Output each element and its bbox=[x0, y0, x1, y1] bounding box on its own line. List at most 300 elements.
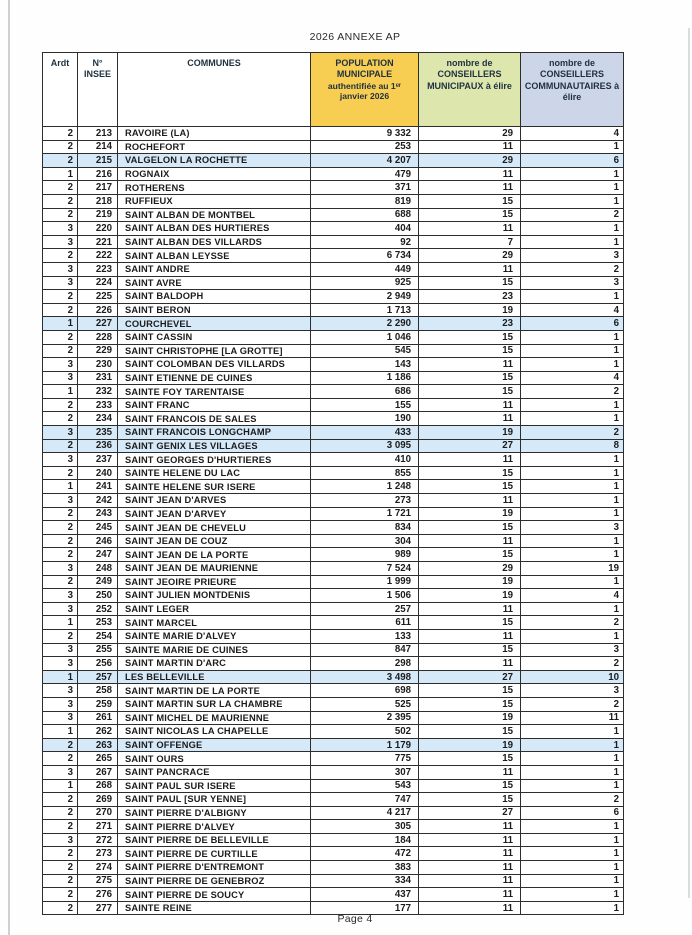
cell-commune: SAINT MICHEL DE MAURIENNE bbox=[118, 711, 311, 725]
cell-ardt: 2 bbox=[43, 398, 78, 412]
cell-conseillers-communautaires: 1 bbox=[521, 602, 624, 616]
communes-table bbox=[42, 52, 624, 915]
cell-ardt: 2 bbox=[43, 901, 78, 915]
cell-conseillers-municipaux: 29 bbox=[419, 127, 521, 141]
cell-conseillers-municipaux: 15 bbox=[419, 793, 521, 807]
cell-conseillers-municipaux: 19 bbox=[419, 738, 521, 752]
table-row bbox=[43, 140, 624, 154]
cell-population: 747 bbox=[311, 793, 419, 807]
cell-commune: SAINT JULIEN MONTDENIS bbox=[118, 589, 311, 603]
cell-commune: RAVOIRE (LA) bbox=[118, 127, 311, 141]
cell-ardt: 3 bbox=[43, 643, 78, 657]
cell-conseillers-municipaux: 15 bbox=[419, 725, 521, 739]
cell-insee: 277 bbox=[78, 901, 118, 915]
table-header bbox=[43, 53, 624, 127]
table-row bbox=[43, 765, 624, 779]
cell-population: 9 332 bbox=[311, 127, 419, 141]
cell-commune: SAINT PIERRE DE SOUCY bbox=[118, 888, 311, 902]
cell-conseillers-communautaires: 1 bbox=[521, 358, 624, 372]
cell-population: 819 bbox=[311, 194, 419, 208]
cell-ardt: 3 bbox=[43, 222, 78, 236]
cell-conseillers-communautaires: 1 bbox=[521, 140, 624, 154]
cell-commune: SAINT PANCRACE bbox=[118, 765, 311, 779]
header-insee: N° INSEE bbox=[78, 53, 118, 127]
table-row bbox=[43, 697, 624, 711]
cell-conseillers-municipaux: 19 bbox=[419, 507, 521, 521]
cell-commune: SAINT BERON bbox=[118, 303, 311, 317]
cell-conseillers-communautaires: 11 bbox=[521, 711, 624, 725]
cell-conseillers-communautaires: 1 bbox=[521, 874, 624, 888]
cell-population: 1 721 bbox=[311, 507, 419, 521]
table-row bbox=[43, 290, 624, 304]
cell-conseillers-municipaux: 11 bbox=[419, 398, 521, 412]
cell-insee: 272 bbox=[78, 833, 118, 847]
cell-insee: 219 bbox=[78, 208, 118, 222]
cell-population: 253 bbox=[311, 140, 419, 154]
cell-insee: 268 bbox=[78, 779, 118, 793]
table-row bbox=[43, 222, 624, 236]
cell-conseillers-municipaux: 19 bbox=[419, 426, 521, 440]
cell-insee: 242 bbox=[78, 494, 118, 508]
cell-ardt: 3 bbox=[43, 833, 78, 847]
cell-insee: 214 bbox=[78, 140, 118, 154]
cell-conseillers-communautaires: 19 bbox=[521, 562, 624, 576]
cell-ardt: 2 bbox=[43, 194, 78, 208]
cell-insee: 275 bbox=[78, 874, 118, 888]
cell-insee: 221 bbox=[78, 235, 118, 249]
cell-commune: SAINT MARTIN D'ARC bbox=[118, 657, 311, 671]
table-row bbox=[43, 127, 624, 141]
cell-conseillers-communautaires: 6 bbox=[521, 154, 624, 168]
cell-conseillers-communautaires: 1 bbox=[521, 738, 624, 752]
cell-commune: SAINTE REINE bbox=[118, 901, 311, 915]
cell-ardt: 3 bbox=[43, 765, 78, 779]
cell-conseillers-communautaires: 1 bbox=[521, 330, 624, 344]
cell-commune: SAINT FRANCOIS DE SALES bbox=[118, 412, 311, 426]
cell-conseillers-municipaux: 27 bbox=[419, 670, 521, 684]
cell-insee: 263 bbox=[78, 738, 118, 752]
cell-ardt: 3 bbox=[43, 371, 78, 385]
cell-conseillers-municipaux: 19 bbox=[419, 303, 521, 317]
table-row bbox=[43, 684, 624, 698]
cell-conseillers-municipaux: 15 bbox=[419, 616, 521, 630]
cell-commune: SAINT BALDOPH bbox=[118, 290, 311, 304]
table-row bbox=[43, 711, 624, 725]
cell-ardt: 3 bbox=[43, 562, 78, 576]
cell-ardt: 3 bbox=[43, 589, 78, 603]
page-footer: Page 4 bbox=[337, 913, 373, 925]
cell-conseillers-communautaires: 1 bbox=[521, 548, 624, 562]
cell-ardt: 2 bbox=[43, 412, 78, 426]
cell-commune: SAINT JEAN DE COUZ bbox=[118, 534, 311, 548]
cell-conseillers-municipaux: 15 bbox=[419, 385, 521, 399]
cell-conseillers-municipaux: 7 bbox=[419, 235, 521, 249]
table-body bbox=[43, 127, 624, 915]
table-row bbox=[43, 738, 624, 752]
cell-insee: 222 bbox=[78, 249, 118, 263]
cell-insee: 265 bbox=[78, 752, 118, 766]
cell-population: 2 949 bbox=[311, 290, 419, 304]
cell-insee: 229 bbox=[78, 344, 118, 358]
cell-commune: SAINT FRANCOIS LONGCHAMP bbox=[118, 426, 311, 440]
cell-commune: SAINTE HELENE SUR ISERE bbox=[118, 480, 311, 494]
cell-insee: 230 bbox=[78, 358, 118, 372]
cell-ardt: 2 bbox=[43, 548, 78, 562]
cell-commune: SAINT AVRE bbox=[118, 276, 311, 290]
cell-ardt: 1 bbox=[43, 385, 78, 399]
table-row bbox=[43, 208, 624, 222]
cell-population: 545 bbox=[311, 344, 419, 358]
cell-conseillers-municipaux: 27 bbox=[419, 439, 521, 453]
cell-ardt: 3 bbox=[43, 276, 78, 290]
header-conseillers-communautaires: nombre de CONSEILLERS COMMUNAUTAIRES à élire bbox=[521, 53, 624, 127]
cell-ardt: 3 bbox=[43, 602, 78, 616]
cell-conseillers-municipaux: 29 bbox=[419, 154, 521, 168]
cell-ardt: 1 bbox=[43, 670, 78, 684]
cell-insee: 227 bbox=[78, 317, 118, 331]
cell-conseillers-municipaux: 15 bbox=[419, 521, 521, 535]
cell-population: 184 bbox=[311, 833, 419, 847]
cell-population: 433 bbox=[311, 426, 419, 440]
cell-ardt: 2 bbox=[43, 208, 78, 222]
cell-conseillers-communautaires: 2 bbox=[521, 385, 624, 399]
table-row bbox=[43, 181, 624, 195]
cell-commune: SAINT MARTIN DE LA PORTE bbox=[118, 684, 311, 698]
cell-insee: 217 bbox=[78, 181, 118, 195]
cell-conseillers-municipaux: 15 bbox=[419, 276, 521, 290]
cell-conseillers-communautaires: 2 bbox=[521, 697, 624, 711]
cell-conseillers-municipaux: 23 bbox=[419, 290, 521, 304]
cell-insee: 249 bbox=[78, 575, 118, 589]
cell-ardt: 2 bbox=[43, 439, 78, 453]
cell-conseillers-municipaux: 15 bbox=[419, 684, 521, 698]
cell-commune: SAINT ANDRE bbox=[118, 262, 311, 276]
cell-conseillers-municipaux: 19 bbox=[419, 589, 521, 603]
cell-conseillers-communautaires: 1 bbox=[521, 888, 624, 902]
cell-commune: SAINT JEAN D'ARVEY bbox=[118, 507, 311, 521]
cell-ardt: 2 bbox=[43, 507, 78, 521]
cell-conseillers-municipaux: 27 bbox=[419, 806, 521, 820]
cell-conseillers-municipaux: 11 bbox=[419, 262, 521, 276]
cell-ardt: 3 bbox=[43, 262, 78, 276]
cell-population: 177 bbox=[311, 901, 419, 915]
table-row bbox=[43, 330, 624, 344]
table-row bbox=[43, 344, 624, 358]
cell-insee: 245 bbox=[78, 521, 118, 535]
cell-insee: 226 bbox=[78, 303, 118, 317]
cell-population: 410 bbox=[311, 453, 419, 467]
cell-commune: SAINT ETIENNE DE CUINES bbox=[118, 371, 311, 385]
table-row bbox=[43, 793, 624, 807]
table-row bbox=[43, 616, 624, 630]
cell-ardt: 1 bbox=[43, 616, 78, 630]
cell-population: 273 bbox=[311, 494, 419, 508]
table-row bbox=[43, 589, 624, 603]
cell-commune: SAINT JEAN DE CHEVELU bbox=[118, 521, 311, 535]
cell-conseillers-communautaires: 1 bbox=[521, 480, 624, 494]
cell-ardt: 3 bbox=[43, 697, 78, 711]
cell-ardt: 2 bbox=[43, 629, 78, 643]
cell-conseillers-communautaires: 1 bbox=[521, 534, 624, 548]
cell-population: 298 bbox=[311, 657, 419, 671]
cell-population: 1 046 bbox=[311, 330, 419, 344]
cell-conseillers-communautaires: 1 bbox=[521, 466, 624, 480]
cell-population: 847 bbox=[311, 643, 419, 657]
cell-conseillers-municipaux: 11 bbox=[419, 861, 521, 875]
cell-commune: SAINT COLOMBAN DES VILLARDS bbox=[118, 358, 311, 372]
cell-conseillers-communautaires: 2 bbox=[521, 793, 624, 807]
cell-population: 479 bbox=[311, 167, 419, 181]
table-row bbox=[43, 317, 624, 331]
cell-conseillers-municipaux: 15 bbox=[419, 466, 521, 480]
cell-conseillers-communautaires: 4 bbox=[521, 371, 624, 385]
cell-population: 437 bbox=[311, 888, 419, 902]
cell-commune: ROTHERENS bbox=[118, 181, 311, 195]
cell-conseillers-municipaux: 11 bbox=[419, 412, 521, 426]
cell-population: 2 290 bbox=[311, 317, 419, 331]
cell-population: 4 207 bbox=[311, 154, 419, 168]
cell-conseillers-municipaux: 11 bbox=[419, 833, 521, 847]
cell-conseillers-communautaires: 1 bbox=[521, 847, 624, 861]
cell-population: 688 bbox=[311, 208, 419, 222]
cell-conseillers-communautaires: 1 bbox=[521, 167, 624, 181]
table-row bbox=[43, 521, 624, 535]
cell-commune: SAINT ALBAN DE MONTBEL bbox=[118, 208, 311, 222]
cell-conseillers-communautaires: 1 bbox=[521, 833, 624, 847]
cell-insee: 256 bbox=[78, 657, 118, 671]
cell-conseillers-communautaires: 3 bbox=[521, 521, 624, 535]
cell-conseillers-municipaux: 11 bbox=[419, 820, 521, 834]
cell-population: 371 bbox=[311, 181, 419, 195]
cell-population: 3 498 bbox=[311, 670, 419, 684]
table-row bbox=[43, 453, 624, 467]
cell-commune: SAINT OFFENGE bbox=[118, 738, 311, 752]
cell-commune: SAINT PIERRE D'ALBIGNY bbox=[118, 806, 311, 820]
cell-commune: SAINTE MARIE D'ALVEY bbox=[118, 629, 311, 643]
cell-ardt: 1 bbox=[43, 167, 78, 181]
cell-ardt: 1 bbox=[43, 779, 78, 793]
cell-insee: 225 bbox=[78, 290, 118, 304]
cell-population: 133 bbox=[311, 629, 419, 643]
cell-conseillers-municipaux: 15 bbox=[419, 344, 521, 358]
table-row bbox=[43, 779, 624, 793]
cell-commune: SAINT ALBAN LEYSSE bbox=[118, 249, 311, 263]
cell-ardt: 3 bbox=[43, 711, 78, 725]
cell-conseillers-municipaux: 11 bbox=[419, 657, 521, 671]
table-row bbox=[43, 194, 624, 208]
table-row bbox=[43, 752, 624, 766]
table-row bbox=[43, 412, 624, 426]
cell-conseillers-municipaux: 19 bbox=[419, 575, 521, 589]
cell-population: 1 248 bbox=[311, 480, 419, 494]
scan-edge-line-left bbox=[8, 0, 10, 935]
cell-commune: SAINT PIERRE D'ENTREMONT bbox=[118, 861, 311, 875]
cell-commune: RUFFIEUX bbox=[118, 194, 311, 208]
cell-insee: 236 bbox=[78, 439, 118, 453]
cell-commune: COURCHEVEL bbox=[118, 317, 311, 331]
cell-conseillers-municipaux: 15 bbox=[419, 548, 521, 562]
cell-population: 6 734 bbox=[311, 249, 419, 263]
cell-commune: SAINT CHRISTOPHE [LA GROTTE] bbox=[118, 344, 311, 358]
cell-insee: 215 bbox=[78, 154, 118, 168]
cell-conseillers-communautaires: 1 bbox=[521, 398, 624, 412]
cell-commune: SAINT PAUL [SUR YENNE] bbox=[118, 793, 311, 807]
cell-ardt: 1 bbox=[43, 725, 78, 739]
cell-population: 257 bbox=[311, 602, 419, 616]
cell-population: 686 bbox=[311, 385, 419, 399]
table-row bbox=[43, 562, 624, 576]
cell-commune: SAINTE HELENE DU LAC bbox=[118, 466, 311, 480]
table-row bbox=[43, 874, 624, 888]
cell-conseillers-municipaux: 15 bbox=[419, 480, 521, 494]
cell-insee: 223 bbox=[78, 262, 118, 276]
table-row bbox=[43, 358, 624, 372]
table-row bbox=[43, 235, 624, 249]
cell-commune: SAINT NICOLAS LA CHAPELLE bbox=[118, 725, 311, 739]
table-row bbox=[43, 806, 624, 820]
cell-conseillers-communautaires: 1 bbox=[521, 861, 624, 875]
cell-insee: 241 bbox=[78, 480, 118, 494]
cell-conseillers-communautaires: 4 bbox=[521, 303, 624, 317]
cell-commune: SAINT PAUL SUR ISERE bbox=[118, 779, 311, 793]
cell-conseillers-communautaires: 2 bbox=[521, 208, 624, 222]
cell-ardt: 3 bbox=[43, 426, 78, 440]
cell-conseillers-municipaux: 11 bbox=[419, 602, 521, 616]
cell-insee: 228 bbox=[78, 330, 118, 344]
table-row bbox=[43, 657, 624, 671]
cell-population: 307 bbox=[311, 765, 419, 779]
table-row bbox=[43, 262, 624, 276]
cell-conseillers-communautaires: 4 bbox=[521, 127, 624, 141]
cell-population: 143 bbox=[311, 358, 419, 372]
cell-insee: 254 bbox=[78, 629, 118, 643]
table-row bbox=[43, 154, 624, 168]
cell-ardt: 2 bbox=[43, 738, 78, 752]
table-row bbox=[43, 602, 624, 616]
cell-conseillers-municipaux: 11 bbox=[419, 765, 521, 779]
cell-conseillers-municipaux: 15 bbox=[419, 643, 521, 657]
cell-ardt: 3 bbox=[43, 358, 78, 372]
cell-conseillers-communautaires: 1 bbox=[521, 752, 624, 766]
header-population bbox=[311, 53, 419, 127]
cell-insee: 233 bbox=[78, 398, 118, 412]
cell-commune: SAINT CASSIN bbox=[118, 330, 311, 344]
cell-conseillers-communautaires: 2 bbox=[521, 657, 624, 671]
cell-commune: SAINT ALBAN DES HURTIERES bbox=[118, 222, 311, 236]
cell-conseillers-municipaux: 15 bbox=[419, 194, 521, 208]
cell-conseillers-communautaires: 6 bbox=[521, 317, 624, 331]
cell-conseillers-municipaux: 15 bbox=[419, 208, 521, 222]
cell-ardt: 2 bbox=[43, 861, 78, 875]
cell-conseillers-communautaires: 6 bbox=[521, 806, 624, 820]
cell-ardt: 2 bbox=[43, 303, 78, 317]
cell-population: 989 bbox=[311, 548, 419, 562]
cell-commune: SAINTE MARIE DE CUINES bbox=[118, 643, 311, 657]
cell-ardt: 2 bbox=[43, 793, 78, 807]
cell-conseillers-municipaux: 29 bbox=[419, 249, 521, 263]
cell-conseillers-municipaux: 11 bbox=[419, 222, 521, 236]
cell-commune: SAINT PIERRE DE CURTILLE bbox=[118, 847, 311, 861]
cell-commune: SAINT OURS bbox=[118, 752, 311, 766]
cell-insee: 262 bbox=[78, 725, 118, 739]
cell-insee: 250 bbox=[78, 589, 118, 603]
cell-insee: 240 bbox=[78, 466, 118, 480]
cell-conseillers-communautaires: 3 bbox=[521, 249, 624, 263]
cell-conseillers-communautaires: 1 bbox=[521, 344, 624, 358]
cell-commune: SAINT MARTIN SUR LA CHAMBRE bbox=[118, 697, 311, 711]
cell-ardt: 3 bbox=[43, 657, 78, 671]
cell-conseillers-municipaux: 11 bbox=[419, 888, 521, 902]
cell-insee: 259 bbox=[78, 697, 118, 711]
cell-insee: 234 bbox=[78, 412, 118, 426]
table-row bbox=[43, 439, 624, 453]
cell-conseillers-communautaires: 1 bbox=[521, 194, 624, 208]
table-row bbox=[43, 629, 624, 643]
cell-population: 4 217 bbox=[311, 806, 419, 820]
cell-ardt: 2 bbox=[43, 752, 78, 766]
cell-commune: SAINT JEOIRE PRIEURE bbox=[118, 575, 311, 589]
table-row bbox=[43, 507, 624, 521]
cell-conseillers-communautaires: 3 bbox=[521, 684, 624, 698]
page-title: 2026 ANNEXE AP bbox=[309, 31, 401, 43]
cell-ardt: 2 bbox=[43, 140, 78, 154]
header-conseillers-municipaux: nombre de CONSEILLERS MUNICIPAUX à élire bbox=[419, 53, 521, 127]
cell-insee: 252 bbox=[78, 602, 118, 616]
table-row bbox=[43, 398, 624, 412]
cell-population: 775 bbox=[311, 752, 419, 766]
table-row bbox=[43, 847, 624, 861]
cell-population: 525 bbox=[311, 697, 419, 711]
cell-conseillers-communautaires: 1 bbox=[521, 725, 624, 739]
cell-insee: 231 bbox=[78, 371, 118, 385]
cell-population: 925 bbox=[311, 276, 419, 290]
cell-ardt: 1 bbox=[43, 317, 78, 331]
cell-commune: SAINT ALBAN DES VILLARDS bbox=[118, 235, 311, 249]
cell-ardt: 2 bbox=[43, 806, 78, 820]
cell-ardt: 2 bbox=[43, 154, 78, 168]
cell-ardt: 2 bbox=[43, 847, 78, 861]
table-row bbox=[43, 861, 624, 875]
cell-commune: SAINT JEAN DE MAURIENNE bbox=[118, 562, 311, 576]
table-row bbox=[43, 888, 624, 902]
cell-conseillers-municipaux: 15 bbox=[419, 779, 521, 793]
cell-ardt: 2 bbox=[43, 888, 78, 902]
cell-population: 855 bbox=[311, 466, 419, 480]
cell-ardt: 3 bbox=[43, 235, 78, 249]
cell-population: 1 179 bbox=[311, 738, 419, 752]
cell-ardt: 2 bbox=[43, 290, 78, 304]
cell-commune: SAINT PIERRE DE GENEBROZ bbox=[118, 874, 311, 888]
cell-insee: 216 bbox=[78, 167, 118, 181]
header-population-subtitle: authentifiée au 1ᵉʳ janvier 2026 bbox=[327, 80, 402, 102]
cell-commune: SAINT MARCEL bbox=[118, 616, 311, 630]
cell-conseillers-municipaux: 11 bbox=[419, 494, 521, 508]
table-row bbox=[43, 303, 624, 317]
cell-insee: 213 bbox=[78, 127, 118, 141]
cell-commune: SAINT PIERRE DE BELLEVILLE bbox=[118, 833, 311, 847]
cell-insee: 269 bbox=[78, 793, 118, 807]
cell-ardt: 3 bbox=[43, 494, 78, 508]
cell-insee: 220 bbox=[78, 222, 118, 236]
cell-insee: 218 bbox=[78, 194, 118, 208]
cell-conseillers-communautaires: 1 bbox=[521, 235, 624, 249]
cell-conseillers-municipaux: 11 bbox=[419, 629, 521, 643]
cell-conseillers-communautaires: 1 bbox=[521, 820, 624, 834]
cell-conseillers-municipaux: 11 bbox=[419, 534, 521, 548]
cell-population: 611 bbox=[311, 616, 419, 630]
cell-population: 1 506 bbox=[311, 589, 419, 603]
cell-insee: 248 bbox=[78, 562, 118, 576]
